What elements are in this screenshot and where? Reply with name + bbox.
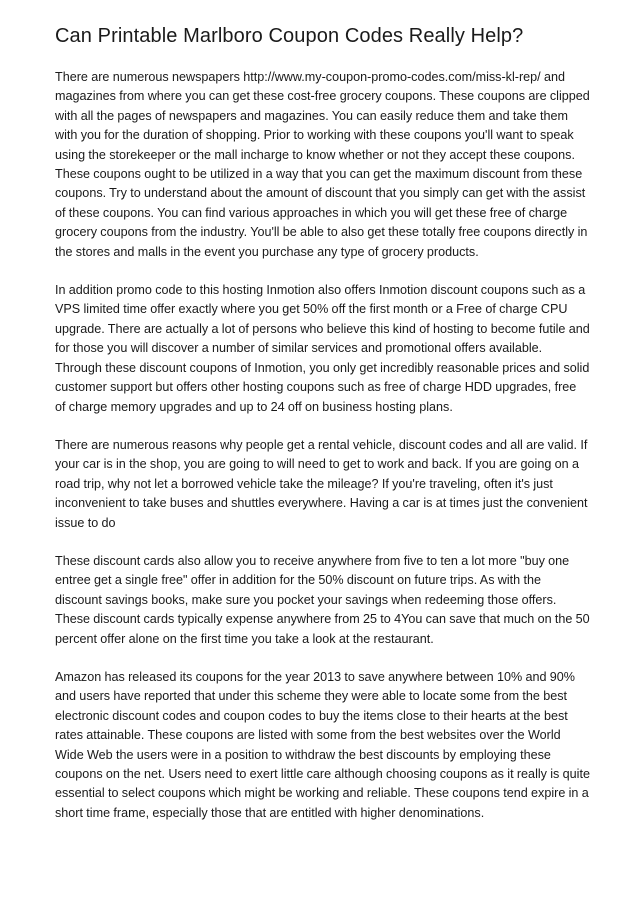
paragraph-amazon-coupons: Amazon has released its coupons for the year 2013 to save anywhere between 10% and 90% and users have reported that under this scheme they were able to locate some from the best electronic discount codes and coupon codes to buy the items close to their hearts at the best rates attainable. These coupons are listed with some from the best websites over the World Wide Web the users were in a position to withdraw the best discounts by employing these coupons on the net. Users need to exert little care although choosing coupons as it really is quite essential to select coupons which might be working and reliable. These coupons tend expire in a short time frame, especially those that are entitled with higher denominations. (55, 669, 590, 820)
document-title: Can Printable Marlboro Coupon Codes Really Help? (55, 25, 524, 47)
paragraph-grocery-coupons: There are numerous newspapers http://www.my-coupon-promo-codes.com/miss-kl-rep/ and magazines from where you can get these cost-free grocery coupons. These coupons are clipped with all the pages of newspapers and magazines. You can easily reduce them and take them with you for the duration of shopping. Prior to working with these coupons you'll want to speak using the storekeeper or the mall incharge to know whether or not they accept these coupons. These coupons ought to be utilized in a way that you can get the maximum discount from these coupons. Try to understand about the amount of discount that you simply can get with the assist of these coupons. You can find various approaches in which you will get these free of charge grocery coupons from the industry. You'll be able to also get these totally free coupons directly in the stores and malls in the event you purchase any type of grocery products. (55, 70, 590, 259)
paragraph-rental-vehicle: There are numerous reasons why people get a rental vehicle, discount codes and all are valid. If your car is in the shop, you are going to will need to get to work and back. If you are going on a road trip, why not let a borrowed vehicle take the mileage? If you're traveling, often it's just inconvenient to take buses and shuttles everywhere. Having a car is at times just the convenient issue to do (55, 437, 588, 530)
paragraph-discount-cards: These discount cards also allow you to receive anywhere from five to ten a lot more "buy one entree get a single free" offer in addition for the 50% discount on future trips. As with the discount savings books, make sure you pocket your savings when redeeming those offers. These discount cards typically expense anywhere from 25 to 4You can save that much on the 50 percent offer alone on the first time you take a look at the restaurant. (55, 553, 590, 646)
paragraph-inmotion-hosting: In addition promo code to this hosting Inmotion also offers Inmotion discount coupons such as a VPS limited time offer exactly where you get 50% off the first month or a Free of charge CPU upgrade. There are actually a lot of persons who believe this kind of hosting to become futile and for those you will discover a number of similar services and promotional offers available. Through these discount coupons of Inmotion, you only get incredibly reasonable prices and solid customer support but offers other hosting coupons such as free of charge HDD upgrades, free of charge memory upgrades and up to 24 off on business hosting plans. (55, 283, 590, 414)
document-page (55, 24, 590, 842)
